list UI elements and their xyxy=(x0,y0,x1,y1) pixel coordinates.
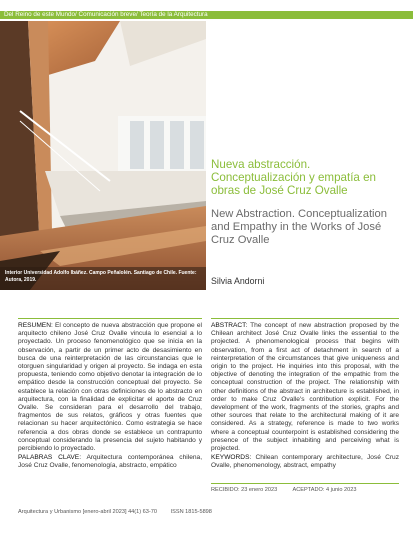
section-bar xyxy=(0,11,413,19)
received-date: RECIBIDO: 23 enero 2023 xyxy=(211,487,278,493)
accepted-date: ACEPTADO: 4 junio 2023 xyxy=(292,487,357,493)
title-spanish: Nueva abstracción. Conceptualización y empatía en obras de José Cruz Ovalle xyxy=(211,158,376,197)
author-name: Silvia Andorni xyxy=(211,276,265,286)
resumen-text: El concepto de nueva abstracción que propone el arquitecto chileno José Cruz Ovalle vincula lo esencial a lo proyectado. Un proceso fenomenológico que se inicia en la observación, a partir de un primer acto de desasimiento en busca de una reinterpretación de las circunstancias que le otorguen singularidad y origen al proyecto. Se indaga en esta propuesta, teniendo como objetivo denotar la integración de lo empático desde la construcción conceptual del proyecto. Se establece la relación con otras definiciones de lo abstracto en arquitectura, con la finalidad de explicitar el aporte de Cruz Ovalle. Se consideran para el desarrollo del trabajo, fragmentos de sus relatos, gráficos y otras fuentes que relacionan su hacer arquitectónico. Como estrategia se hace referencia a dos obras donde se establece un contrapunto conceptual considerando la presencia del sujeto habitando y percibiendo lo proyectado. xyxy=(18,322,202,453)
palabras-clave-label: PALABRAS CLAVE: xyxy=(18,454,82,462)
resumen-label: RESUMEN: xyxy=(18,322,53,329)
photo-caption: Interior Universidad Adolfo Ibáñez. Campo Peñalolén. Santiago de Chile. Fuente: Autora, 2019. xyxy=(5,270,197,283)
title-english: New Abstraction. Conceptualization and Empathy in the Works of José Cruz Ovalle xyxy=(211,208,387,246)
keywords-text: Chilean contemporary architecture, José Cruz Ovalle, phenomenology, abstract, empathy xyxy=(211,454,399,470)
dates-line xyxy=(211,487,401,493)
abstract-paragraph xyxy=(211,322,399,453)
rule-abstract xyxy=(211,318,399,319)
rule-resumen xyxy=(18,318,202,319)
keywords xyxy=(211,454,399,470)
abstract-text: The concept of new abstraction proposed by the Chilean architect José Cruz Ovalle links the essential to the projected. A phenomenological process that begins with observation, from a first act of detachment in search of a reinterpretation of the circumstances that give uniqueness and origin to the project. He inquiries into this proposal, with the objective of denoting the integration of the empathic from the conceptual construction of the project. The relationship with other definitions of the abstract in architecture is established, in order to make Cruz Ovalle's contribution explicit. For the development of the work, fragments of the stories, graphs and other sources that relate to the architectural making of it are considered. As a strategy, reference is made to two works where a conceptual counterpoint is established considering the presence of the subject inhabiting and perceiving what is projected. xyxy=(211,322,399,453)
journal-citation: Arquitectura y Urbanismo [enero-abril 2023] 44(1) 63-70 xyxy=(18,509,157,515)
interior-photo-illustration xyxy=(0,21,206,290)
abstract-block xyxy=(211,322,399,471)
section-breadcrumb: Del Reino de este Mundo/ Comunicación breve/ Teoría de la Arquitectura xyxy=(4,11,208,18)
keywords-label: KEYWORDS: xyxy=(211,454,252,462)
rule-dates xyxy=(211,483,399,484)
journal-footer xyxy=(18,509,358,515)
abstract-label: ABSTRACT: xyxy=(211,322,248,329)
journal-issn: ISSN 1815-5898 xyxy=(170,509,212,515)
interior-photo xyxy=(0,21,206,290)
palabras-clave xyxy=(18,454,202,470)
resumen-block xyxy=(18,322,202,471)
resumen-paragraph xyxy=(18,322,202,453)
palabras-clave-text: Arquitectura contemporánea chilena, José Cruz Ovalle, fenomenología, abstracto, empático xyxy=(18,454,203,470)
